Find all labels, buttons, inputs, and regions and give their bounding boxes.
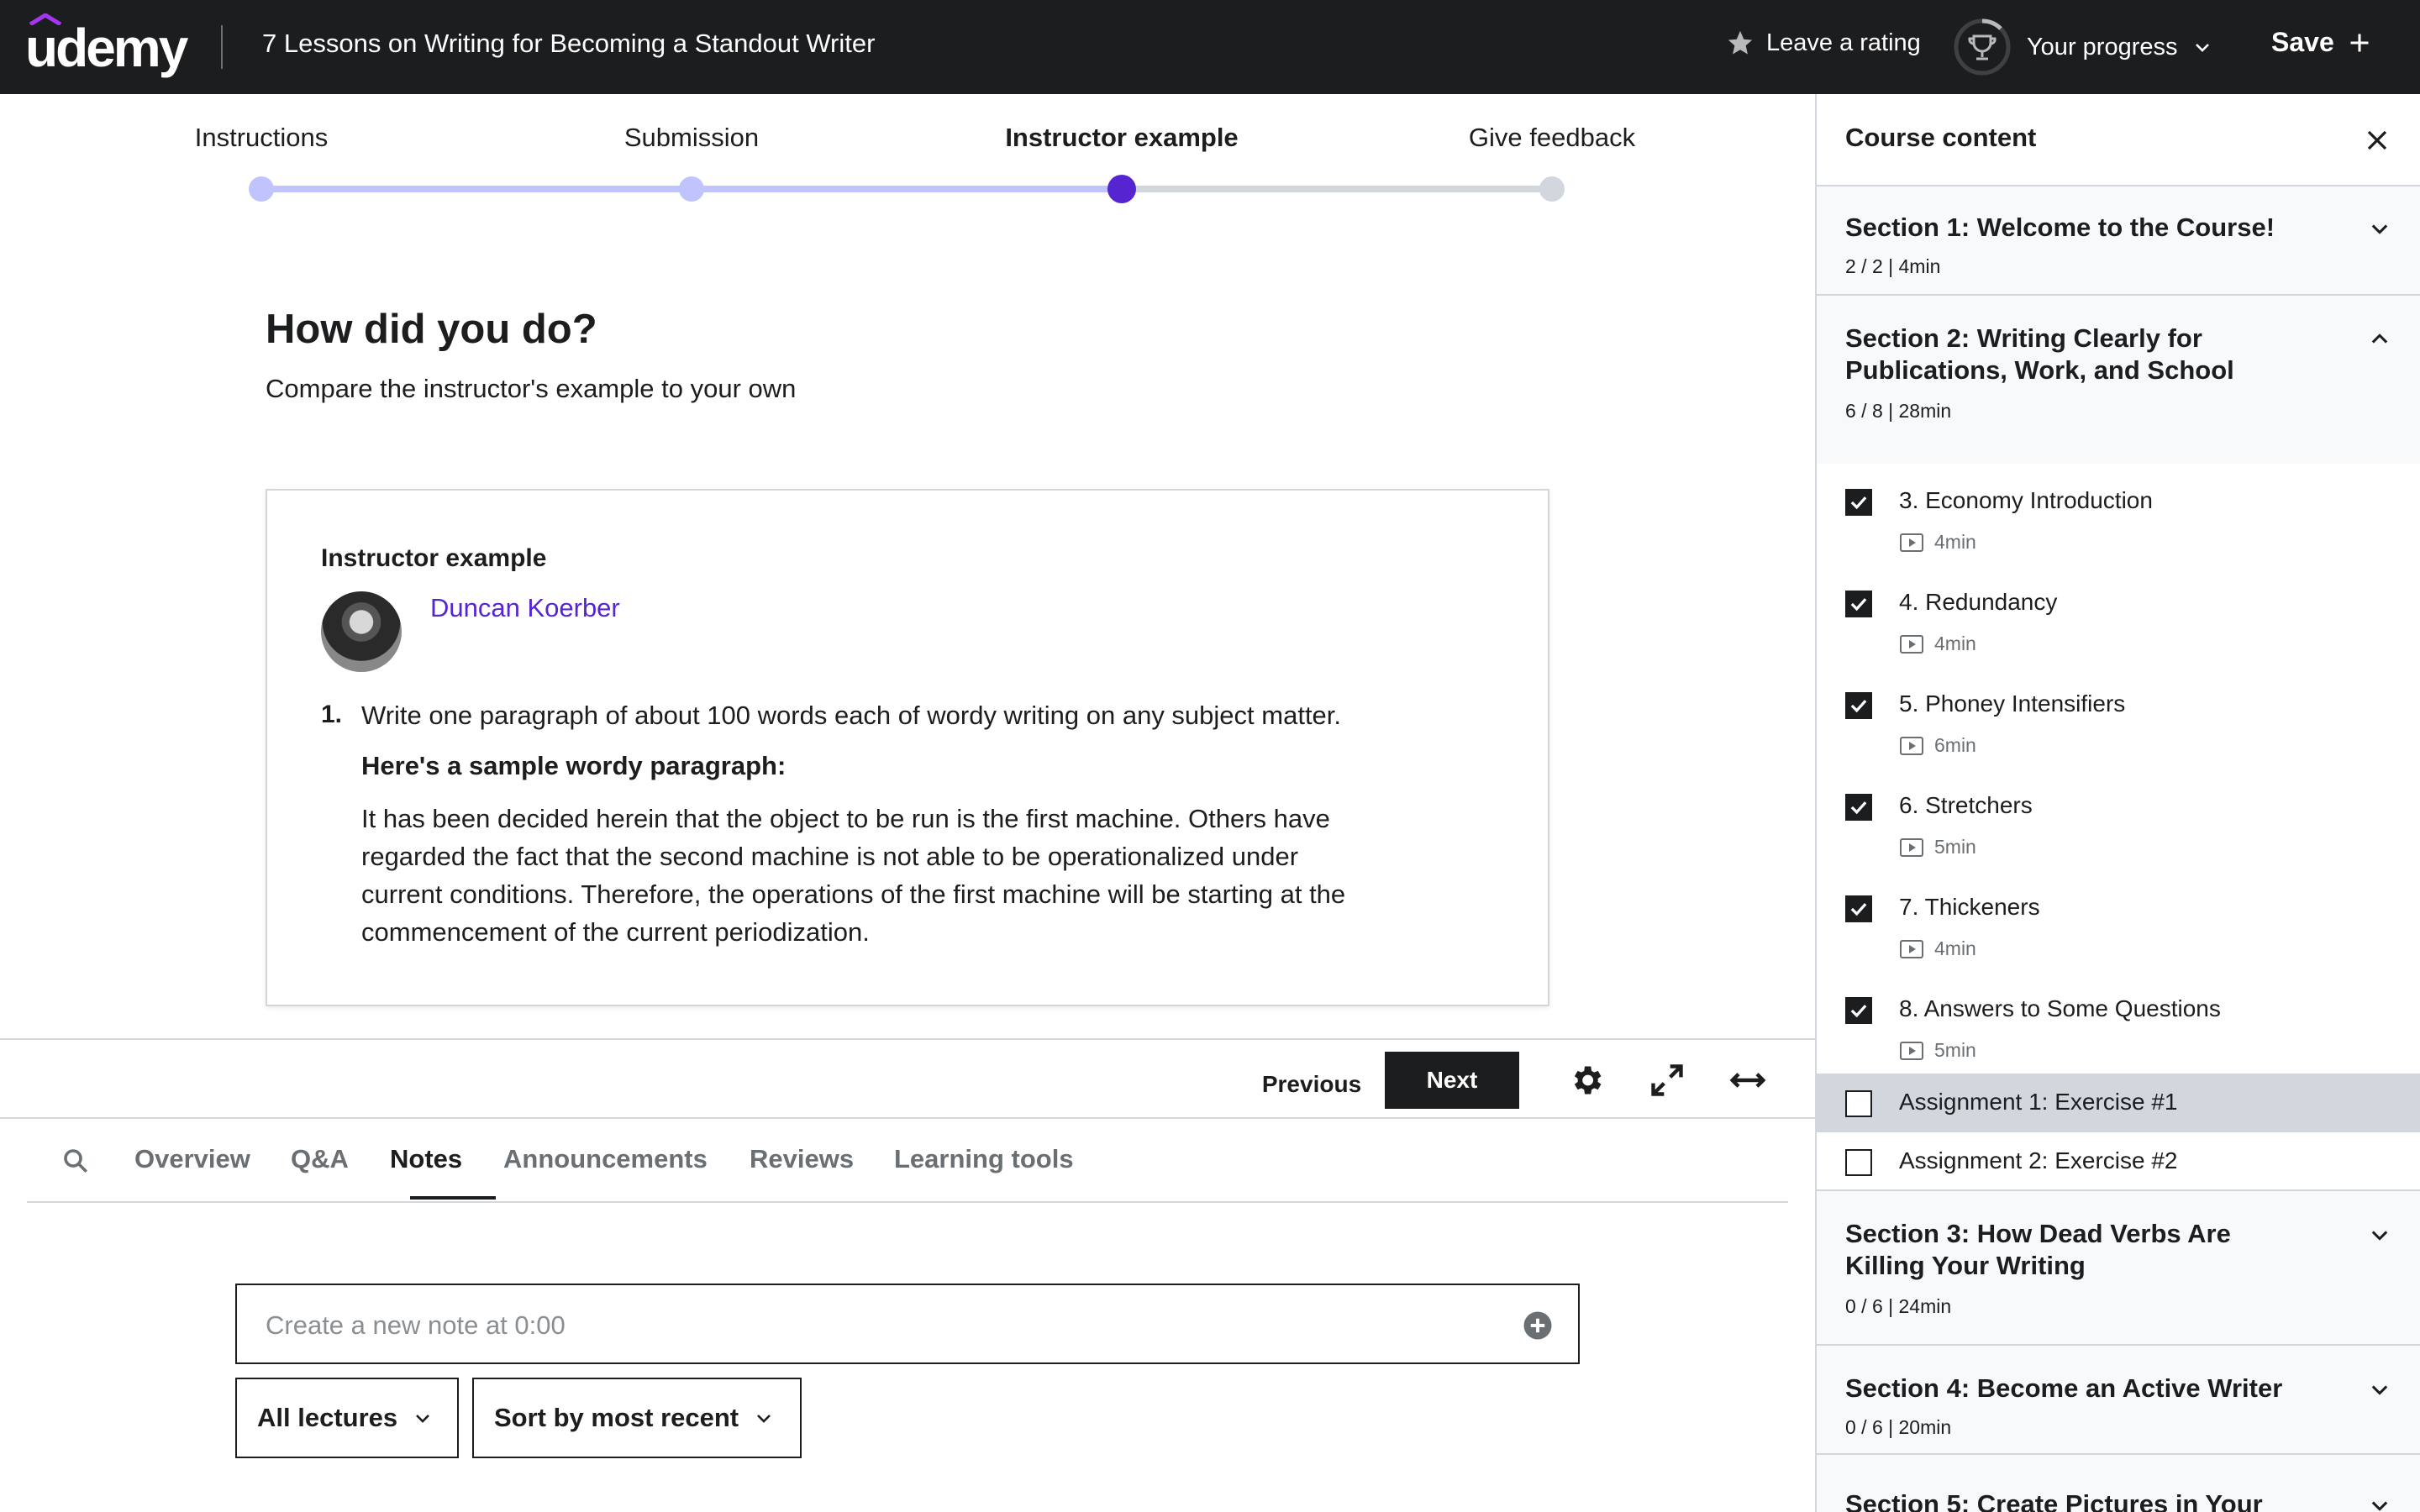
sort-label: Sort by most recent [494, 1403, 739, 1432]
lecture-checkbox[interactable] [1845, 591, 1872, 617]
section-title: Section 3: How Dead Verbs Are Killing Your Writing [1845, 1219, 2231, 1280]
section-meta: 0 / 6 | 24min [1845, 1295, 1952, 1317]
widen-icon[interactable] [1729, 1062, 1766, 1099]
section-title: Section 4: Become an Active Writer [1845, 1373, 2283, 1403]
lecture-checkbox[interactable] [1845, 895, 1872, 922]
leave-rating-button[interactable] [1726, 29, 1921, 57]
section-meta: 6 / 8 | 28min [1845, 400, 1952, 422]
logo-text: udemy [25, 18, 187, 78]
plus-icon [2348, 31, 2371, 55]
stepper-track-upcoming [1122, 186, 1552, 192]
header-divider [221, 25, 223, 69]
lecture-meta [1899, 531, 1976, 554]
section-meta: 2 / 2 | 4min [1845, 255, 1941, 277]
step-dot-submission[interactable] [679, 176, 704, 202]
lecture-filter-dropdown[interactable] [235, 1378, 459, 1458]
checkmark-icon [1847, 694, 1870, 717]
page-title: How did you do? [266, 307, 597, 352]
video-icon [1899, 938, 1924, 960]
video-icon [1899, 735, 1924, 757]
trophy-icon [1953, 18, 2012, 76]
chevron-down-icon [2368, 1494, 2391, 1512]
lecture-duration: 5min [1934, 1039, 1976, 1061]
next-button[interactable]: Next [1385, 1052, 1519, 1109]
course-tabs [27, 1119, 1788, 1203]
lecture-item[interactable] [1817, 667, 2420, 769]
assignment-stepper [0, 94, 1815, 220]
video-icon [1899, 837, 1924, 858]
tab-learning-tools[interactable]: Learning tools [894, 1144, 1074, 1173]
lecture-checkbox[interactable] [1845, 692, 1872, 719]
lecture-checkbox[interactable] [1845, 1149, 1872, 1176]
checkmark-icon [1847, 592, 1870, 616]
lecture-item[interactable] [1817, 870, 2420, 972]
chevron-down-icon [2192, 37, 2212, 57]
lecture-title: 4. Redundancy [1899, 589, 2058, 615]
save-label: Save [2271, 27, 2334, 57]
lecture-title: 8. Answers to Some Questions [1899, 995, 2221, 1021]
lecture-title: 5. Phoney Intensifiers [1899, 690, 2126, 717]
add-note-icon[interactable] [1523, 1310, 1553, 1341]
gear-icon[interactable] [1568, 1062, 1605, 1099]
checkmark-icon [1847, 897, 1870, 921]
active-tab-indicator [410, 1196, 496, 1200]
chevron-down-icon [754, 1408, 774, 1428]
lecture-duration: 4min [1934, 937, 1976, 959]
lecture-meta [1899, 836, 1976, 858]
expand-icon[interactable] [1649, 1062, 1686, 1099]
lecture-title: 7. Thickeners [1899, 894, 2040, 920]
lecture-title: 3. Economy Introduction [1899, 487, 2153, 513]
section-title: Section 5: Create Pictures in Your [1845, 1489, 2263, 1512]
page-subtitle: Compare the instructor's example to your own [266, 374, 797, 403]
rating-label: Leave a rating [1766, 29, 1921, 56]
lecture-duration: 5min [1934, 836, 1976, 858]
video-icon [1899, 633, 1924, 655]
card-title: Instructor example [321, 544, 547, 572]
lecture-title: Assignment 1: Exercise #1 [1899, 1089, 2178, 1115]
filter-label: All lectures [257, 1403, 398, 1432]
lecture-checkbox[interactable] [1845, 1090, 1872, 1117]
course-content-sidebar [1815, 94, 2420, 1512]
lecture-item[interactable] [1817, 769, 2420, 870]
lecture-controls [0, 1038, 1815, 1119]
step-instructor-example[interactable]: Instructor example [1005, 123, 1239, 152]
note-placeholder: Create a new note at 0:00 [266, 1310, 566, 1340]
lecture-duration: 6min [1934, 734, 1976, 756]
chevron-down-icon [2368, 1223, 2391, 1247]
item-text: Write one paragraph of about 100 words each of wordy writing on any subject matter. [361, 701, 1342, 730]
checkmark-icon [1847, 795, 1870, 819]
lecture-meta [1899, 1039, 1976, 1062]
lecture-item[interactable] [1817, 464, 2420, 565]
section-title: Section 2: Writing Clearly for Publications, Work, and School [1845, 323, 2234, 385]
step-dot-give-feedback[interactable] [1539, 176, 1565, 202]
lecture-duration: 4min [1934, 633, 1976, 654]
lecture-title: Assignment 2: Exercise #2 [1899, 1147, 2178, 1173]
section-1[interactable] [1817, 186, 2420, 296]
instructor-avatar[interactable] [321, 591, 402, 672]
video-icon [1899, 1040, 1924, 1062]
lecture-item[interactable] [1817, 565, 2420, 667]
section-4[interactable] [1817, 1346, 2420, 1455]
step-submission[interactable]: Submission [623, 123, 760, 152]
progress-ring [1953, 18, 2012, 76]
section-2[interactable] [1817, 296, 2420, 464]
tab-qa[interactable]: Q&A [291, 1144, 349, 1173]
lecture-checkbox[interactable] [1845, 489, 1872, 516]
sample-title: Here's a sample wordy paragraph: [361, 751, 786, 780]
checkmark-icon [1847, 999, 1870, 1022]
video-icon [1899, 532, 1924, 554]
step-instructions[interactable]: Instructions [194, 123, 329, 152]
close-icon[interactable] [2365, 128, 2390, 153]
course-title[interactable]: 7 Lessons on Writing for Becoming a Standout Writer [262, 29, 876, 58]
lecture-meta [1899, 937, 1976, 960]
chevron-up-icon [2368, 328, 2391, 351]
your-progress-button[interactable] [1953, 15, 2212, 79]
chevron-down-icon [2368, 1378, 2391, 1401]
section-title: Section 1: Welcome to the Course! [1845, 213, 2275, 242]
chevron-down-icon [413, 1408, 433, 1428]
search-icon[interactable] [60, 1146, 91, 1176]
instructor-example-card [266, 489, 1549, 1006]
lecture-checkbox[interactable] [1845, 997, 1872, 1024]
udemy-logo[interactable] [25, 13, 185, 81]
sort-dropdown[interactable] [472, 1378, 802, 1458]
sample-paragraph: It has been decided herein that the object to be run is the first machine. Others have regarded the fact that the second machine is not able to be operationalized under current conditions. Therefore, the operations of the first machine will be starting at the commencement of the current periodization. [361, 804, 1346, 947]
new-note-input[interactable] [235, 1284, 1580, 1364]
section-meta: 0 / 6 | 20min [1845, 1416, 1952, 1438]
lecture-checkbox[interactable] [1845, 794, 1872, 821]
chevron-down-icon [2368, 217, 2391, 240]
top-header [0, 0, 2420, 94]
tab-reviews[interactable]: Reviews [750, 1144, 855, 1173]
sidebar-title: Course content [1845, 123, 2037, 152]
section-5[interactable] [1817, 1455, 2420, 1512]
lecture-item-current[interactable] [1817, 1074, 2420, 1132]
lecture-meta [1899, 633, 1976, 655]
progress-label: Your progress [2027, 33, 2178, 60]
lecture-item[interactable] [1817, 972, 2420, 1074]
save-button[interactable] [2271, 27, 2371, 58]
lecture-item[interactable] [1817, 1132, 2420, 1191]
sidebar-header [1817, 94, 2420, 186]
lecture-meta [1899, 734, 1976, 757]
instructor-name-link[interactable]: Duncan Koerber [430, 593, 620, 622]
tab-announcements[interactable]: Announcements [503, 1144, 708, 1173]
item-number: 1. [321, 701, 343, 728]
checkmark-icon [1847, 491, 1870, 514]
lecture-title: 6. Stretchers [1899, 792, 2033, 818]
tab-notes[interactable]: Notes [390, 1144, 463, 1173]
star-icon [1726, 29, 1754, 57]
step-dot-instructions[interactable] [249, 176, 274, 202]
step-dot-instructor-example[interactable] [1107, 175, 1136, 203]
tab-overview[interactable]: Overview [134, 1144, 250, 1173]
step-give-feedback[interactable]: Give feedback [1468, 123, 1636, 152]
previous-button[interactable]: Previous [1261, 1071, 1362, 1097]
section-3[interactable] [1817, 1191, 2420, 1346]
lecture-duration: 4min [1934, 531, 1976, 553]
